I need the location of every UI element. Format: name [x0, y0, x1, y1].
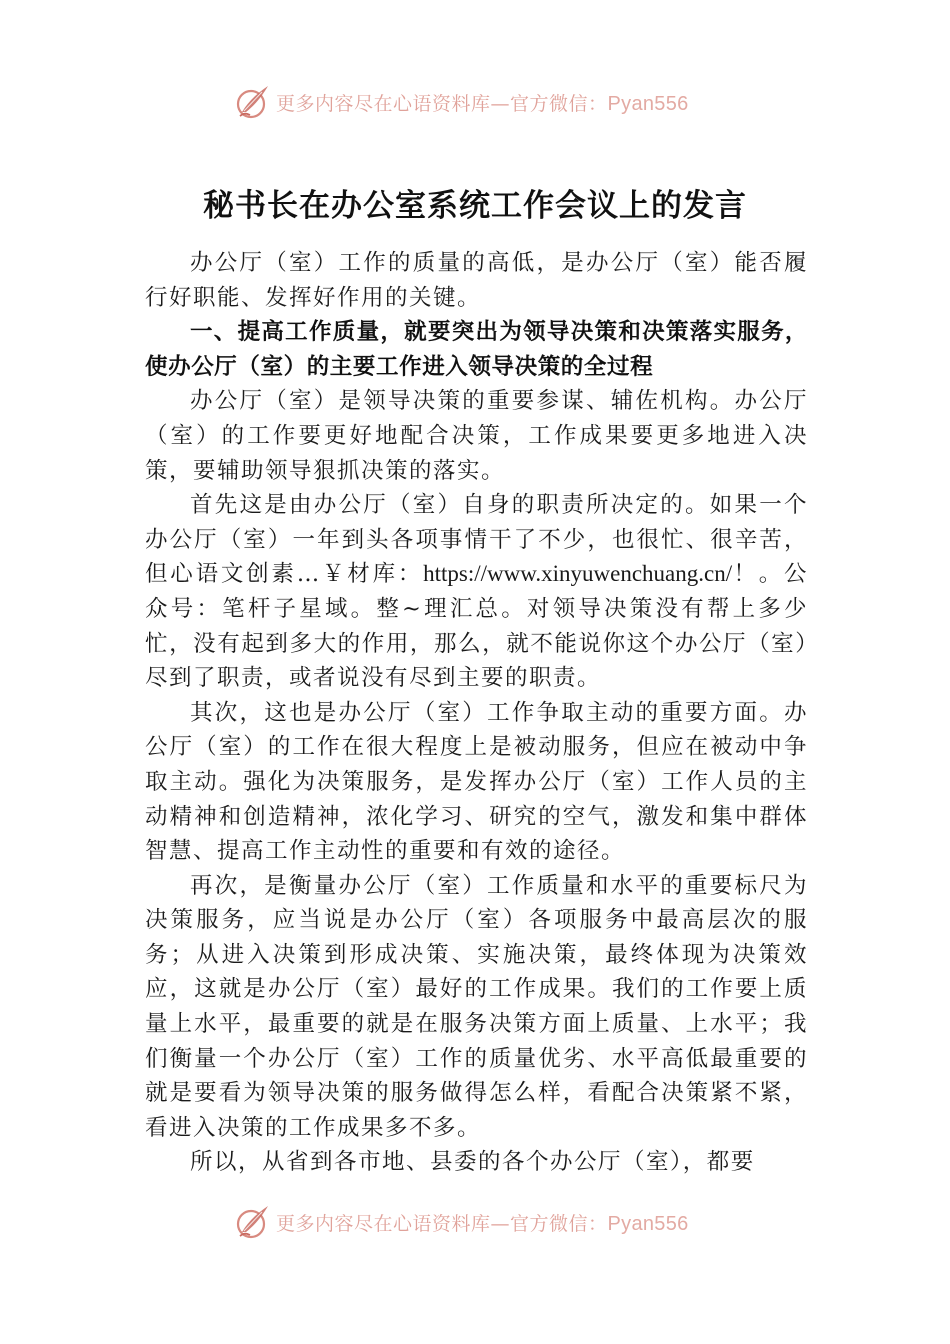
- paragraph-third-reason: 再次，是衡量办公厅（室）工作质量和水平的重要标尺为决策服务，应当说是办公厅（室）各项服务中最高层次的服务；从进入决策到形成决策、实施决策，最终体现为决策效应，这就是办公厅（室）最好的工作成果。我们的工作要上质量上水平，最重要的就是在服务决策方面上质量、上水平；我们衡量一个办公厅（室）工作的质量优劣、水平高低最重要的就是要看为领导决策的服务做得怎么样，看配合决策紧不紧，看进入决策的工作成果多不多。: [145, 872, 808, 1141]
- paragraph-first-reason: 首先这是由办公厅（室）自身的职责所决定的。如果一个办公厅（室）一年到头各项事情干了不少，也很忙、很辛苦，但心语文创素…￥材库：https://www.xinyuwenchuang.cn/！。公众号：笔杆子星域。整~理汇总。对领导决策没有帮上多少忙，没有起到多大的作用，那么，就不能说你这个办公厅（室）尽到了职责，或者说没有尽到主要的职责。: [145, 492, 808, 692]
- paragraph-conclusion: 所以，从省到各市地、县委的各个办公厅（室），都要: [190, 1149, 755, 1176]
- wechat-id: Pyan556: [607, 1212, 689, 1235]
- paragraph-second-reason: 其次，这也是办公厅（室）工作争取主动的重要方面。办公厅（室）的工作在很大程度上是被动服务，但应在被动中争取主动。强化为决策服务，是发挥办公厅（室）工作人员的主动精神和创造精神，浓化学习、研究的空气，激发和集中群体智慧、提高工作主动性的重要和有效的途径。: [145, 699, 808, 865]
- section-heading-1: 一、提高工作质量，就要突出为领导决策和决策落实服务，使办公厅（室）的主要工作进入领导决策的全过程: [145, 319, 808, 380]
- quill-logo-icon: [232, 82, 272, 122]
- footer-watermark-banner: [232, 1202, 752, 1242]
- wechat-id: Pyan556: [607, 92, 689, 115]
- paragraph-role: 办公厅（室）是领导决策的重要参谋、辅佐机构。办公厅（室）的工作要更好地配合决策，工作成果要更多地进入决策，要辅助领导狠抓决策的落实。: [145, 388, 808, 484]
- banner-text: 更多内容尽在心语资料库—官方微信：Pyan556: [276, 1212, 689, 1235]
- header-watermark-banner: [232, 82, 752, 122]
- quill-logo-icon: [232, 1202, 272, 1242]
- document-title: 秘书长在办公室系统工作会议上的发言: [203, 188, 747, 224]
- document-body: [145, 246, 808, 1214]
- source-url: https://www.xinyuwenchuang.cn/: [423, 561, 733, 587]
- paragraph-intro: 办公厅（室）工作的质量的高低，是办公厅（室）能否履行好职能、发挥好作用的关键。: [145, 250, 808, 311]
- banner-text: 更多内容尽在心语资料库—官方微信：Pyan556: [276, 92, 689, 115]
